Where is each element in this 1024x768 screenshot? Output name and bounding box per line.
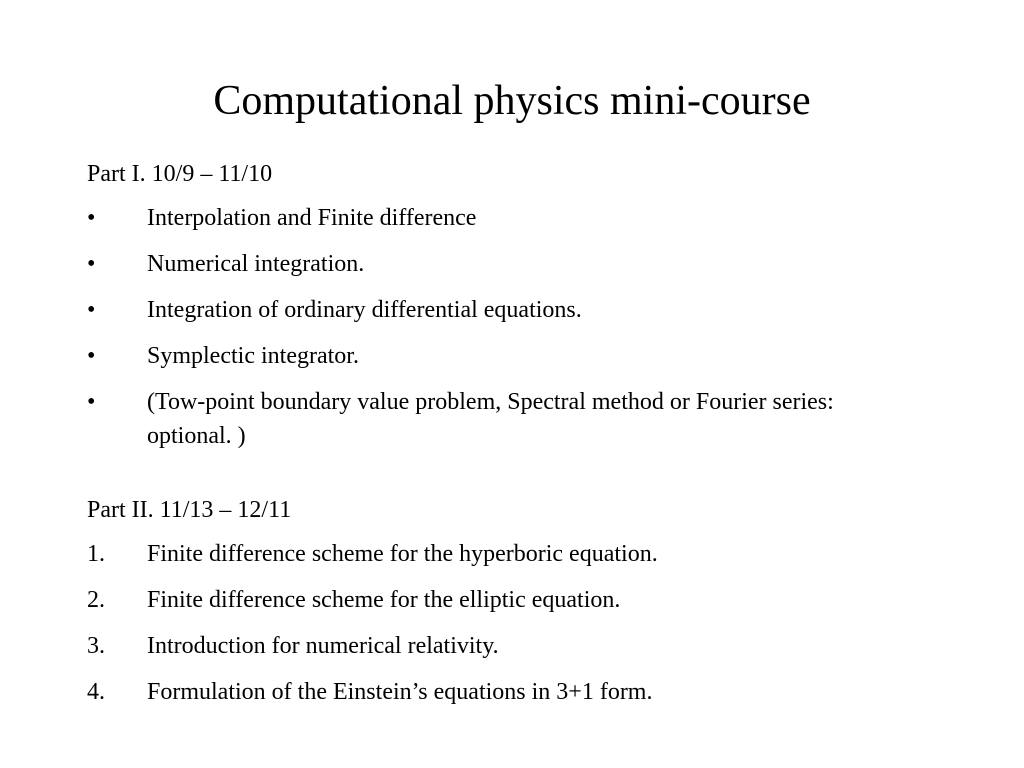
list-item-text: Formulation of the Einstein’s equations in 3+1 form. [147,679,653,705]
list-item [87,583,907,617]
part1-list [87,201,907,453]
section-spacer [87,465,907,496]
bullet-marker: • [87,389,96,415]
list-item [87,247,907,281]
bullet-marker: • [87,205,96,231]
list-item-text: Numerical integration. [147,251,365,277]
list-item [87,385,907,453]
list-item [87,293,907,327]
list-item [87,339,907,373]
list-item [87,675,907,709]
bullet-marker: • [87,297,96,323]
list-item [87,201,907,235]
part2-heading: Part II. 11/13 – 12/11 [87,497,292,523]
list-item-text: Finite difference scheme for the hyperboric equation. [147,541,658,567]
part1-heading: Part I. 10/9 – 11/10 [87,161,273,187]
list-item-text: Finite difference scheme for the elliptic equation. [147,587,621,613]
list-item [87,629,907,663]
number-marker: 3. [87,633,105,659]
slide-body [87,160,907,721]
number-marker: 1. [87,541,105,567]
list-item [87,537,907,571]
bullet-marker: • [87,251,96,277]
list-item-text: (Tow-point boundary value problem, Spectral method or Fourier series: optional. ) [147,389,834,449]
number-marker: 2. [87,587,105,613]
list-item-text: Interpolation and Finite difference [147,205,477,231]
list-item-text: Symplectic integrator. [147,343,359,369]
bullet-marker: • [87,343,96,369]
slide-title: Computational physics mini-course [213,78,811,124]
list-item-text: Introduction for numerical relativity. [147,633,499,659]
part2-list [87,537,907,709]
number-marker: 4. [87,679,105,705]
list-item-text: Integration of ordinary differential equations. [147,297,582,323]
